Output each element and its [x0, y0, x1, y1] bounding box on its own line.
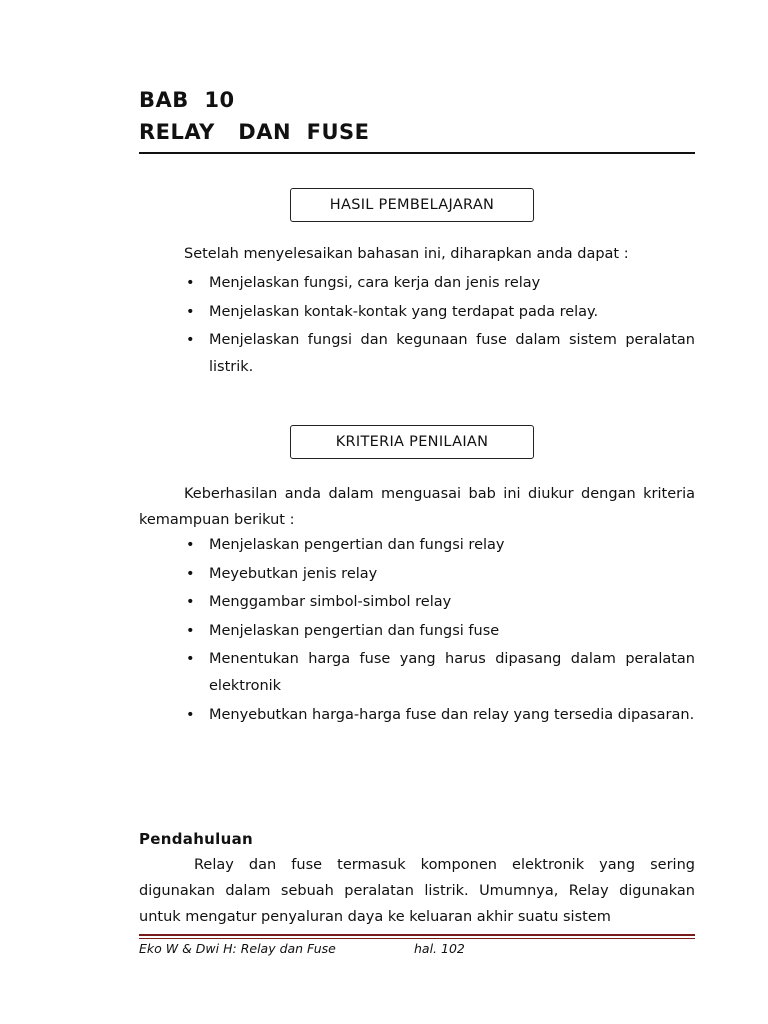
introduction-heading: Pendahuluan: [139, 830, 253, 848]
list-item-text: Menjelaskan pengertian dan fungsi fuse: [209, 622, 500, 639]
assessment-criteria-list: [139, 532, 695, 730]
learning-outcomes-heading: HASIL PEMBELAJARAN: [290, 188, 534, 222]
footer-divider-thin: [139, 938, 695, 939]
list-item-text: Menentukan harga fuse yang harus dipasang dalam peralatan elektronik: [209, 651, 695, 694]
list-item-text: Menggambar simbol-simbol relay: [209, 594, 452, 610]
learning-outcomes-intro: Setelah menyelesaikan bahasan ini, diharapkan anda dapat :: [184, 246, 629, 262]
list-item-text: Menjelaskan fungsi, cara kerja dan jenis relay: [209, 275, 541, 291]
list-item-text: Menyebutkan harga-harga fuse dan relay yang tersedia dipasaran.: [209, 706, 695, 723]
list-item: [139, 532, 695, 559]
chapter-title: RELAY DAN FUSE: [139, 120, 370, 144]
list-item-text: Menjelaskan fungsi dan kegunaan fuse dalam sistem peralatan listrik.: [209, 332, 695, 375]
bullet-icon: •: [186, 565, 195, 582]
bullet-icon: •: [186, 275, 195, 291]
bullet-icon: •: [186, 594, 195, 610]
list-item-text: Menjelaskan pengertian dan fungsi relay: [209, 537, 505, 553]
footer-divider: [139, 934, 695, 936]
list-item: [139, 327, 695, 381]
footer-authors: Eko W & Dwi H: Relay dan Fuse: [139, 941, 336, 956]
bullet-icon: •: [186, 706, 195, 723]
bullet-icon: •: [186, 303, 195, 320]
list-item: [139, 299, 695, 326]
list-item: [139, 589, 695, 616]
learning-outcomes-list: [139, 270, 695, 383]
chapter-number: BAB 10: [139, 88, 235, 112]
list-item: [139, 270, 695, 297]
list-item: [139, 702, 695, 729]
list-item: [139, 618, 695, 645]
bullet-icon: •: [186, 622, 195, 639]
list-item-text: Menjelaskan kontak-kontak yang terdapat pada relay.: [209, 303, 599, 320]
list-item-text: Meyebutkan jenis relay: [209, 565, 378, 582]
bullet-icon: •: [186, 537, 195, 553]
bullet-icon: •: [186, 651, 195, 667]
assessment-criteria-heading: KRITERIA PENILAIAN: [290, 425, 534, 459]
bullet-icon: •: [186, 332, 195, 348]
title-divider: [139, 152, 695, 154]
assessment-criteria-intro: Keberhasilan anda dalam menguasai bab ini diukur dengan kriteria kemampuan berikut :: [139, 486, 695, 528]
list-item: [139, 561, 695, 588]
introduction-body: Relay dan fuse termasuk komponen elektronik yang sering digunakan dalam sebuah peralatan listrik. Umumnya, Relay digunakan untuk mengatur penyaluran daya ke keluaran akhir suatu sistem: [139, 857, 695, 925]
chapter-heading: [139, 84, 370, 148]
footer-page-number: hal. 102: [414, 941, 465, 956]
list-item: [139, 646, 695, 700]
